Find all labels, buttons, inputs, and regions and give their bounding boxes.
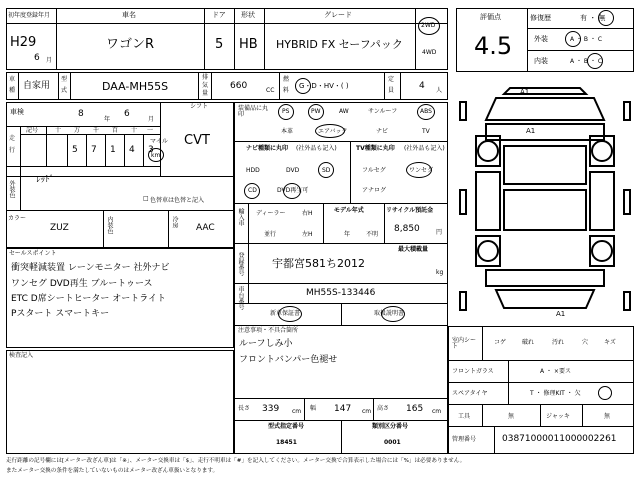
note-line: フロントバンパー色褪せ — [239, 355, 338, 365]
use-value: 自家用 — [23, 81, 51, 91]
grade: HYBRID FX セーフパック — [276, 38, 403, 51]
length-label: 長さ — [238, 405, 251, 412]
jack-label: ジャッキ — [546, 413, 570, 420]
model-code: DAA-MH55S — [102, 80, 169, 93]
drive-tag: 2WD — [421, 22, 436, 29]
mile-unit: マイル — [150, 138, 168, 145]
note-line: ルーフしみ小 — [239, 339, 293, 349]
rating-label: 評価点 — [480, 13, 501, 21]
equip-item: サンルーフ — [368, 108, 398, 115]
sales-label: セールスポイント — [9, 250, 57, 257]
diagram-label: A1 — [520, 88, 530, 96]
height-label: 高さ — [377, 405, 390, 412]
color-note: 色替車は色替と記入 — [150, 197, 205, 204]
tv-item: ワンセグ — [409, 167, 434, 174]
digit-label: 千 — [93, 127, 100, 134]
repair-opts: 有 ・ 無 — [580, 14, 606, 22]
height: 165 — [406, 404, 424, 414]
int-color-label: 内装色 — [106, 216, 113, 234]
mileage-digit: 1 — [110, 145, 116, 155]
displacement: 660 — [230, 81, 248, 91]
footer-line-2: またメーター交換の条件を満たしていないものはメーター改ざん車扱いとなります。 — [6, 468, 219, 474]
tv-note: (社外品も記入) — [404, 145, 445, 152]
equipment-box — [234, 102, 448, 454]
left-hand: 左H — [302, 231, 313, 238]
interior-opts: A ・ B ・ C — [570, 58, 603, 65]
ext-color-label: 外装色 — [8, 180, 15, 198]
equip-item: PW — [311, 108, 321, 115]
mileage-digit: 7 — [91, 145, 97, 155]
equipment-title: 装備品に丸印 — [238, 105, 269, 118]
equip-item: ABS — [420, 108, 432, 115]
sales-line: Pスタート スマートキー — [11, 309, 110, 319]
navi-item: DVD再生可 — [277, 187, 309, 194]
recycle-label: リサイクル預託金 — [386, 207, 434, 214]
digit-label: 万 — [74, 127, 81, 134]
class-no: 0001 — [384, 439, 401, 446]
mileage-digit: 5 — [72, 145, 78, 155]
exterior-opts: A ・ B ・ C — [570, 36, 603, 43]
sales-line: ETC D席シートヒーター オートライト — [11, 294, 166, 304]
equip-item: エアバック — [318, 128, 348, 135]
tool-label: 工具 — [458, 413, 471, 420]
diagram-label: A1 — [556, 310, 566, 318]
use-label-2: 種 — [9, 87, 16, 94]
class-no-label: 類別区分番号 — [372, 423, 409, 430]
digit-label: 一 — [147, 127, 154, 134]
spare-label: スペアタイヤ — [452, 390, 488, 397]
type-no: 18451 — [276, 439, 297, 446]
tv-title: TV種類に丸印 — [356, 145, 395, 152]
km-unit: km — [151, 152, 161, 159]
cap-label-2: 員 — [388, 87, 395, 94]
glass-label: フロントガラス — [452, 368, 494, 375]
sales-line: ワンセグ DVD再生 ブルートゥース — [11, 279, 153, 289]
max-load-unit: kg — [436, 269, 444, 276]
grade-label: グレード — [324, 11, 352, 19]
type-label-2: 式 — [61, 87, 68, 94]
month-unit: 月 — [46, 57, 53, 64]
navi-item: SD — [322, 167, 331, 174]
digit-label: 十 — [55, 127, 62, 134]
fuel-label-2: 料 — [283, 87, 290, 94]
plate-label: 登録番号 — [237, 252, 244, 276]
glass-opts: A ・ ×要ス — [540, 368, 571, 375]
repair-circle — [598, 10, 614, 26]
right-hand: 右H — [302, 210, 313, 217]
navi-item: HDD — [246, 167, 260, 174]
navi-note: (社外品も記入) — [296, 145, 337, 152]
digit-label: 百 — [112, 127, 119, 134]
capacity: 4 — [419, 81, 425, 91]
cap-label: 定 — [388, 76, 395, 83]
spare-opts: T ・ 修理KIT ・ 欠 — [530, 390, 581, 397]
fuel-label: 燃 — [283, 76, 290, 83]
rating: 4.5 — [474, 32, 513, 60]
tv-item: フルセグ — [362, 167, 386, 174]
equip-item: 本革 — [281, 128, 294, 135]
car-diagram — [456, 80, 634, 320]
doors: 5 — [215, 37, 224, 52]
dim-unit: cm — [292, 408, 302, 415]
inspection-month-unit: 月 — [148, 116, 155, 123]
model-year-label: モデル年式 — [334, 207, 364, 214]
color-note-box: □ — [143, 195, 149, 202]
car-name-label: 車名 — [122, 11, 136, 19]
equip-item: ナビ — [376, 128, 389, 135]
model-year-val: 年 — [344, 231, 351, 238]
ext-color: ﾚｯﾄﾞ — [36, 175, 55, 185]
shift: CVT — [184, 133, 210, 148]
type-label: 型 — [61, 76, 68, 83]
parallel: 並行 — [264, 231, 277, 238]
drive-alt: 4WD — [422, 49, 437, 56]
inspection-year-label: 車検 — [10, 108, 24, 116]
disp-label-3: 量 — [202, 90, 209, 97]
jack-val: 無 — [604, 413, 611, 420]
disp-label: 排 — [202, 74, 209, 81]
dealer: ディーラー — [256, 210, 286, 217]
exterior-label: 外装 — [534, 35, 548, 43]
import-label: 輸入車 — [237, 208, 244, 226]
digit-label: 記号 — [26, 127, 39, 134]
dim-unit: cm — [432, 408, 442, 415]
cap-unit: 人 — [436, 87, 443, 94]
repair-label: 修復歴 — [530, 14, 551, 22]
mgmt-number: 03871000011000002261 — [502, 434, 617, 444]
equip-item: PS — [282, 108, 290, 115]
inspection-year-unit: 年 — [104, 116, 111, 123]
manual: 取扱説明書 — [374, 310, 405, 317]
inspection-month: 6 — [124, 109, 130, 119]
length: 339 — [262, 404, 280, 414]
mileage-digit: 3 — [148, 145, 154, 155]
spare-circle — [598, 386, 612, 400]
recycle-unit: 円 — [436, 229, 443, 236]
chassis: MH55S-133446 — [306, 288, 376, 298]
seat-opt: キズ — [604, 339, 616, 346]
fuel-options: G・D・HV・( ) — [299, 82, 349, 90]
tool-val: 無 — [508, 413, 515, 420]
seat-label: 室内シート — [452, 337, 477, 350]
seat-opt: 破れ — [522, 339, 535, 346]
seat-opt: 汚れ — [552, 339, 565, 346]
chassis-label: 車台番号 — [237, 286, 244, 310]
width-label: 幅 — [310, 405, 317, 412]
disp-label-2: 気 — [202, 82, 209, 89]
model-year-unknown: 不明 — [366, 231, 379, 238]
interior-circle — [587, 53, 603, 69]
navi-item: CD — [248, 187, 257, 194]
color-code: ZUZ — [50, 223, 69, 233]
footer-line-1: 走行距離の記号欄には[メーター改ざん車]は「※」、メーター交換車は「$」、走行不明車は「#」を記入してください。メーター交換で合算表示した場合には「%」は必要ありません。 — [6, 458, 466, 464]
ac: AAC — [196, 223, 215, 233]
ac-label: 冷房 — [171, 216, 178, 228]
shape-label: 形状 — [241, 11, 255, 19]
shift-label: シフト — [190, 103, 209, 110]
first-reg-month: 6 — [34, 53, 40, 63]
use-label: 車 — [9, 76, 16, 83]
diagram-label: A1 — [526, 127, 536, 135]
spec-row — [6, 72, 448, 100]
mileage-digit: 4 — [129, 145, 135, 155]
dim-unit: cm — [362, 408, 372, 415]
disp-unit: CC — [266, 87, 275, 94]
first-reg-label: 初年度登録年月 — [8, 12, 51, 19]
exterior-circle — [565, 31, 581, 47]
type-no-label: 型式指定番号 — [268, 423, 305, 430]
door-label: ドア — [212, 11, 226, 19]
navi-title: ナビ種類に丸印 — [246, 145, 289, 152]
max-load-label: 最大積載量 — [398, 246, 429, 253]
equip-item: TV — [422, 128, 430, 135]
mileage-label-1: 走 — [9, 135, 16, 142]
car-name: ワゴンR — [106, 37, 155, 52]
navi-item: DVD — [286, 167, 300, 174]
first-reg-year: H29 — [10, 35, 37, 50]
color-code-label: カラー — [8, 215, 27, 222]
new-warranty: 新車保証書 — [270, 310, 301, 317]
mileage-label-2: 行 — [9, 147, 16, 154]
interior-label: 内装 — [534, 57, 548, 65]
sales-line: 衝突軽減装置 レーンモニター 社外ナビ — [11, 263, 170, 273]
inspector-label: 検査記入 — [9, 352, 34, 359]
shape: HB — [239, 37, 258, 52]
seat-opt: 穴 — [582, 339, 589, 346]
tv-item: アナログ — [362, 187, 387, 194]
digit-label: 十 — [131, 127, 138, 134]
width: 147 — [334, 404, 352, 414]
plate: 宇都宮581ち2012 — [272, 257, 365, 270]
inspection-year: 8 — [78, 109, 84, 119]
equip-item: AW — [339, 108, 349, 115]
mgmt-label: 管理番号 — [452, 436, 477, 443]
seat-opt: コゲ — [494, 339, 507, 346]
notes-label: 注意事項・不具合箇所 — [238, 327, 299, 334]
inspector-box — [6, 350, 234, 454]
recycle: 8,850 — [394, 224, 420, 234]
